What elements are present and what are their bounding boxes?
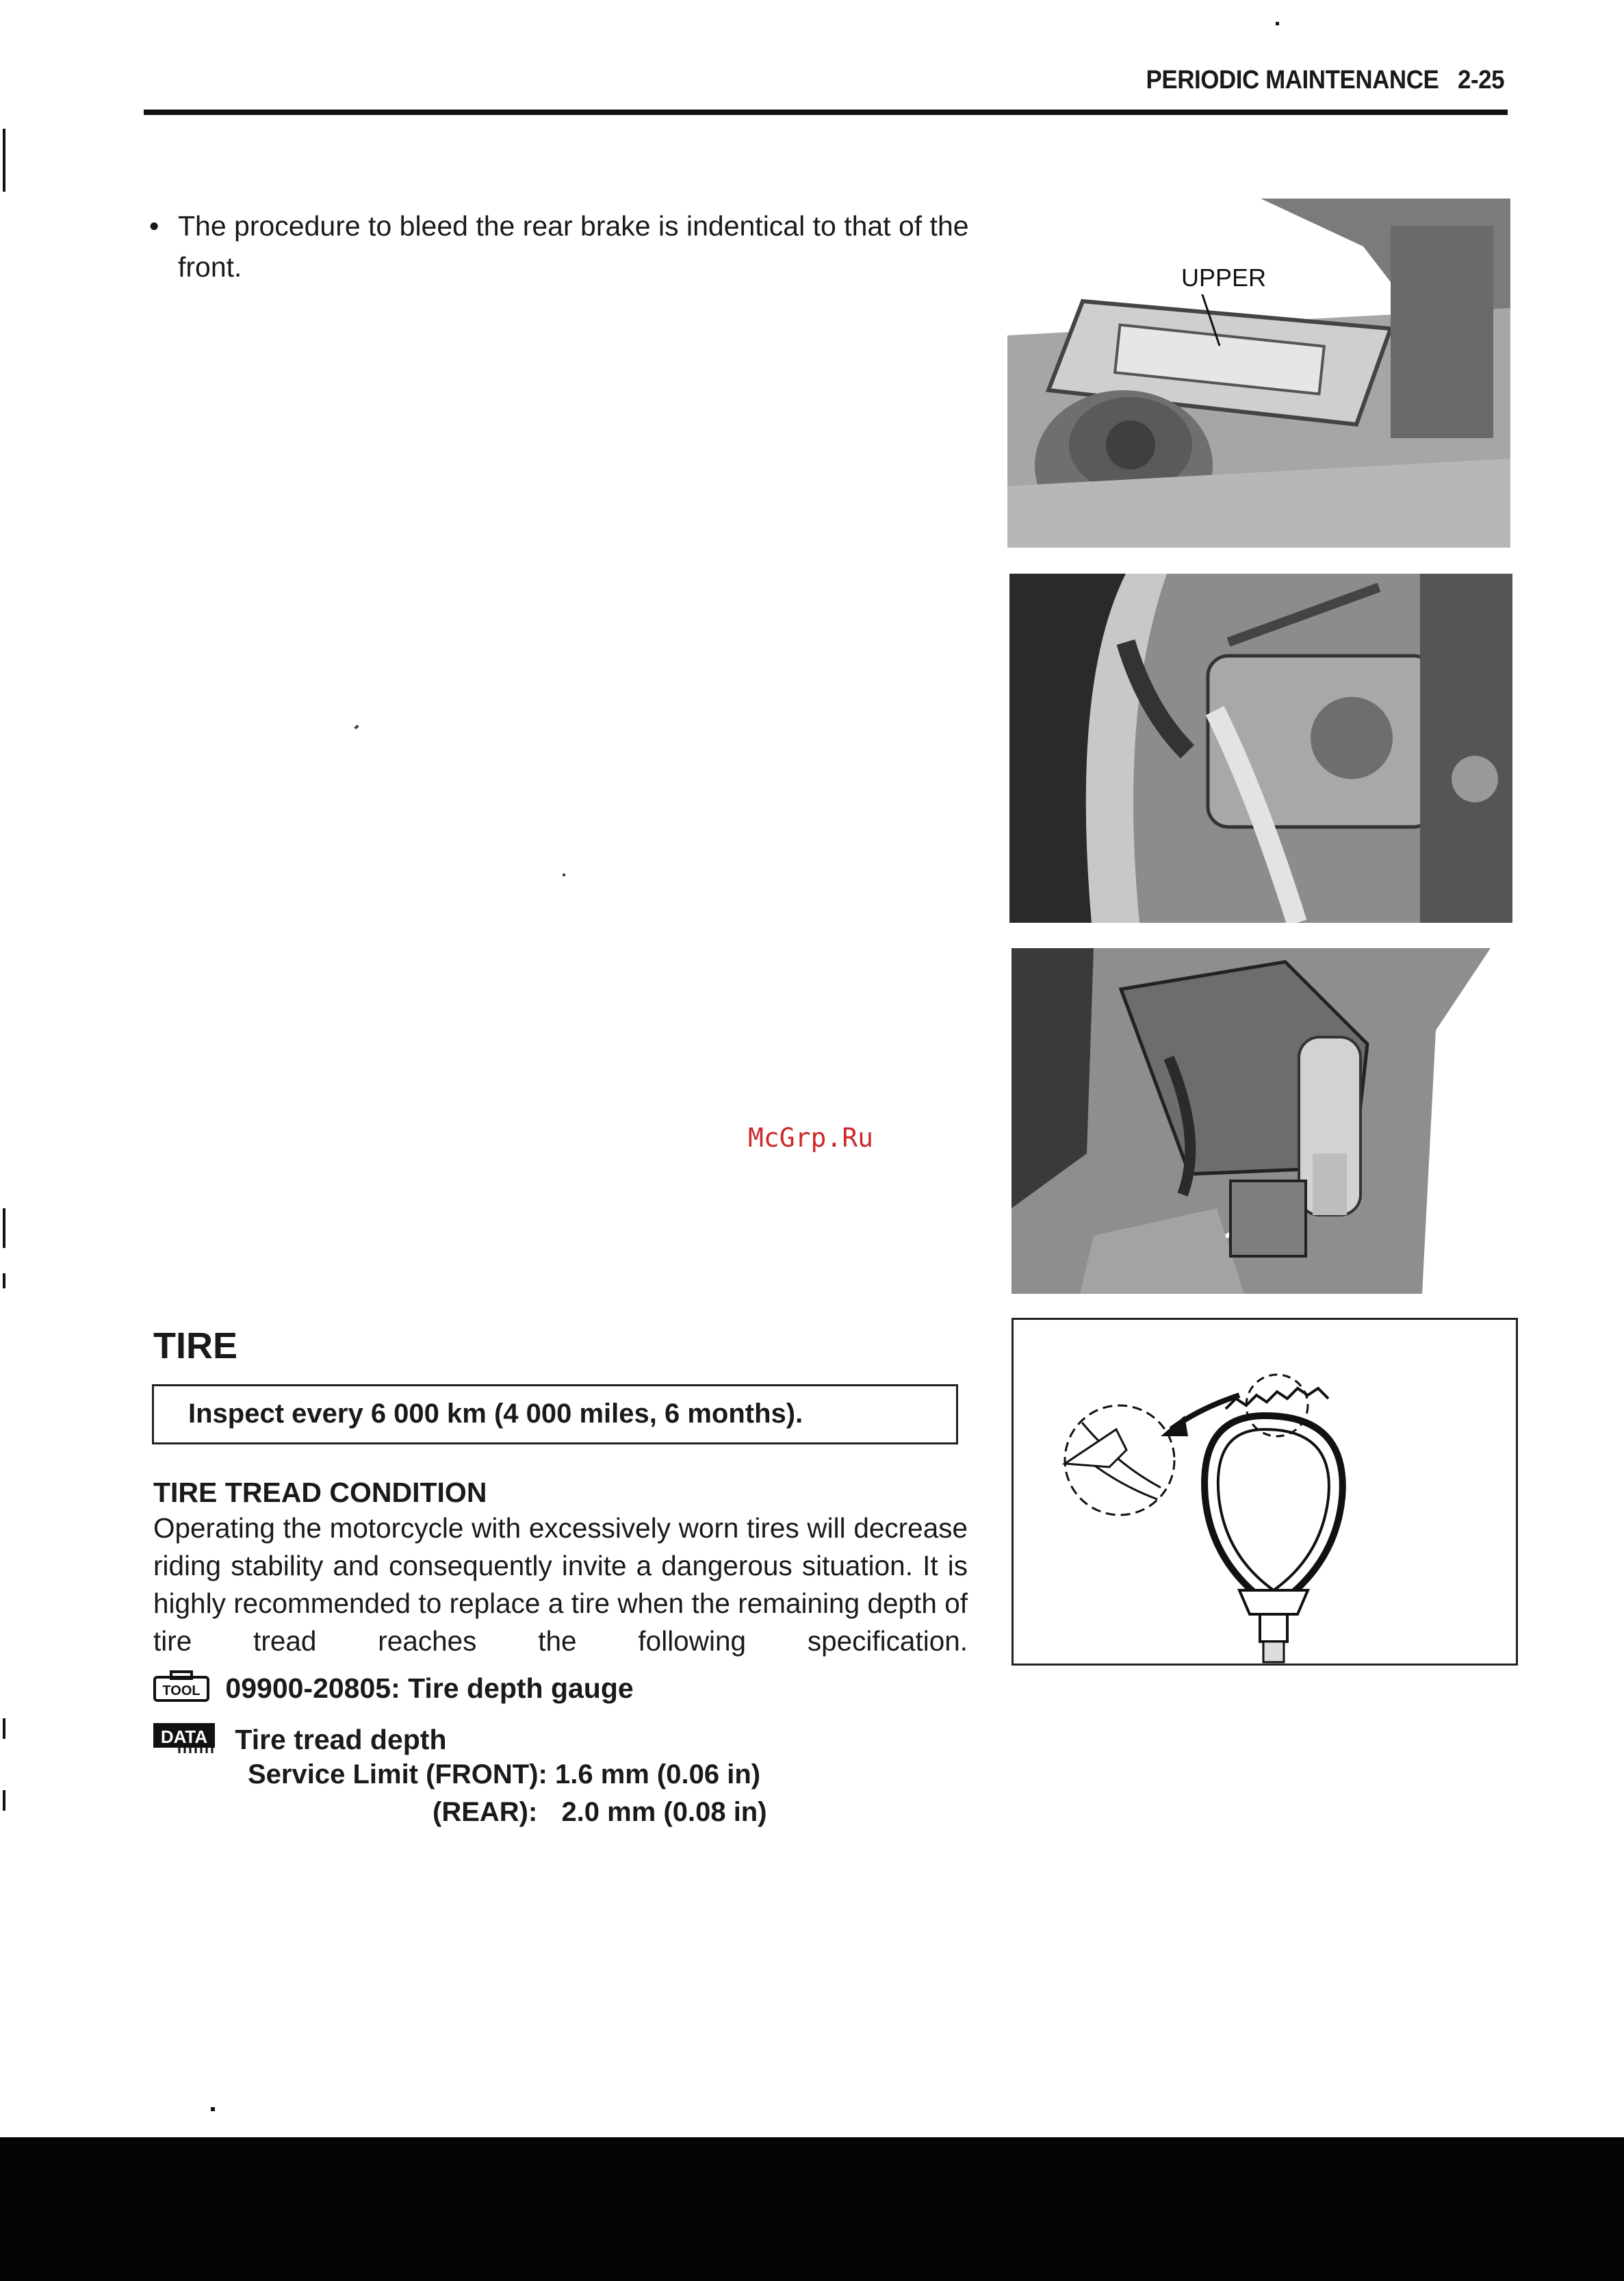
special-tool-line [152,1670,634,1710]
data-line [152,1722,447,1761]
tire-tread-diagram [1011,1318,1518,1666]
upper-label: UPPER [1181,264,1267,292]
tread-condition-paragraph [153,1509,968,1660]
header-title: PERIODIC MAINTENANCE [1146,66,1439,94]
bleed-note-text: The procedure to bleed the rear brake is indentical to that of the front. [178,210,969,283]
tool-icon-label: TOOL [162,1683,201,1698]
watermark: McGrp.Ru [748,1123,874,1153]
photo-reservoir-drawing [1007,199,1510,548]
scan-speck [563,874,565,876]
spec-front-value: 1.6 mm (0.06 in) [554,1759,761,1789]
footer-scan-bar [0,2137,1624,2281]
spec-front [248,1759,760,1790]
inspection-interval-text: Inspect every 6 000 km (4 000 miles, 6 months). [188,1399,803,1429]
data-icon [152,1722,218,1761]
spec-front-label: Service Limit (FRONT): [248,1759,547,1789]
spec-rear [433,1797,767,1828]
bleed-note [149,205,970,288]
spec-rear-label: (REAR): [433,1797,538,1827]
photo-caliper-bleed [1009,574,1512,923]
tread-condition-text: Operating the motorcycle with excessively worn tires will decrease riding stability and consequently invite a dangerous situation. It is highly recommended to replace a tire when the remaining depth of tire tread reaches the following specification. [153,1512,968,1657]
scan-speck [1276,22,1279,25]
scan-mark [3,1208,5,1248]
header-page-number: 2-25 [1457,66,1504,94]
tire-gauge-drawing [1014,1320,1516,1664]
spec-rear-value: 2.0 mm (0.08 in) [561,1797,767,1827]
page-header [1146,66,1504,95]
inspection-interval-box [152,1384,958,1444]
scan-mark [3,1273,5,1288]
tool-icon [152,1670,211,1710]
data-icon-label: DATA [160,1726,208,1747]
scan-speck [354,725,359,730]
scan-mark [3,1718,5,1739]
photo-caliper-drawing [1009,574,1512,923]
scan-speck [211,2107,215,2111]
scan-mark [3,1790,5,1811]
scan-mark [3,129,5,192]
bullet-icon: • [149,210,159,242]
photo-reservoir-upper [1007,199,1510,548]
photo-rear-master-cylinder [1011,948,1512,1294]
header-rule [144,110,1508,115]
tool-text: 09900-20805: Tire depth gauge [225,1672,634,1704]
photo-master-cylinder-drawing [1011,948,1512,1294]
tread-condition-title: TIRE TREAD CONDITION [153,1477,487,1508]
data-title: Tire tread depth [235,1723,447,1755]
section-title: TIRE [153,1325,238,1366]
